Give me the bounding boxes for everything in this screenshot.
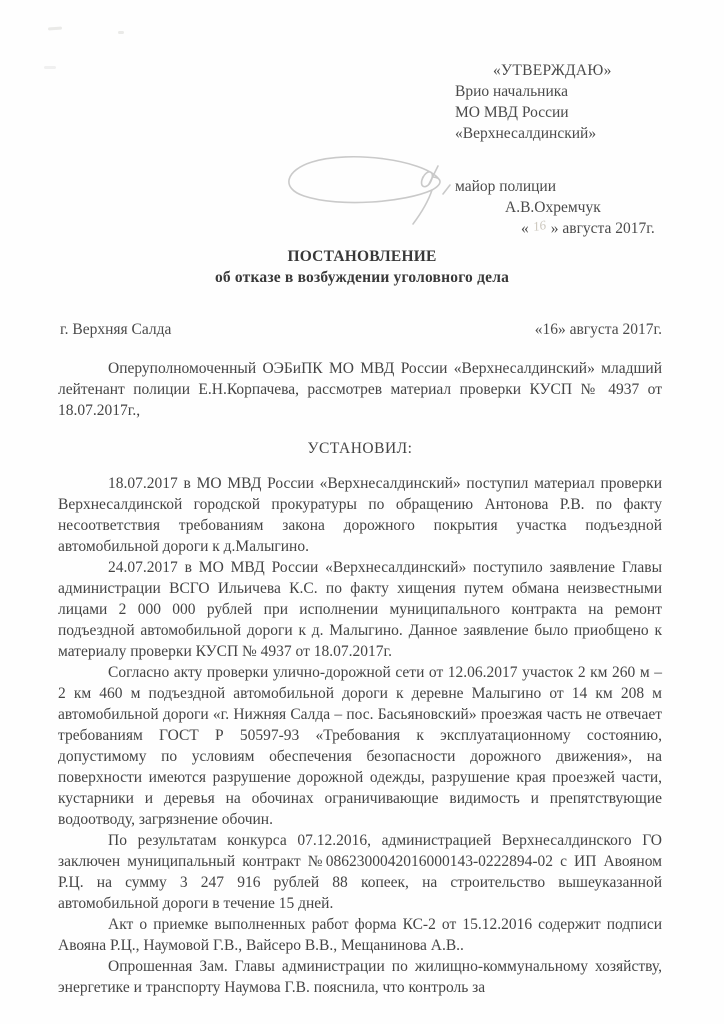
document-body	[58, 358, 662, 998]
approval-signer-name: А.В.Охремчук	[505, 199, 601, 216]
body-paragraph: 18.07.2017 в МО МВД России «Верхнесалдинский» поступил материал проверки Верхнесалдинской городской прокуратуры по обращению Антонова Р.В. по факту несоответствия требованиям закона дорожного покрытия участка подъездной автомобильной дороги к д.Малыгино.	[58, 475, 662, 555]
signature-scribble	[280, 148, 460, 230]
body-paragraph: Согласно акту проверки улично-дорожной сети от 12.06.2017 участок 2 км 260 м – 2 км 460 м подъездной автомобильной дороги к деревне Малыгино от 14 км 208 м автомобильной дороги «г. Нижняя Салда – пос. Басьяновский» проезжая часть не отвечает требованиям ГОСТ Р 50597-93 «Требования к эксплуатационному состоянию, допустимому по условиям обеспечения безопасности дорожного движения», на поверхности имеются разрушение дорожной одежды, разрушение края проезжей части, кустарники и деревья на обочинах ограничивающие видимость и препятствующие водоотводу, загрязнение обочин.	[58, 664, 662, 828]
body-paragraph: Опрошенная Зам. Главы администрации по жилищно-коммунальному хозяйству, энергетике и транспорту Наумова Г.В. пояснила, что контроль за	[58, 958, 662, 996]
approval-org-name-line: «Верхнесалдинский»	[455, 125, 597, 142]
body-paragraph: 24.07.2017 в МО МВД России «Верхнесалдинский» поступило заявление Главы администрации ВСГО Ильичева К.С. по факту хищения путем обмана неизвестными лицами 2 000 000 рублей при исполнении муниципального контракта на ремонт подъездной автомобильной дороги к д. Малыгино. Данное заявление было приобщено к материалу проверки КУСП № 4937 от 18.07.2017г.	[58, 559, 662, 660]
date-open-quote: «	[521, 220, 529, 237]
body-paragraph: По результатам конкурса 07.12.2016, администрацией Верхнесалдинского ГО заключен муниципальный контракт №0862300042016000143-0222894-02 с ИП Авояном Р.Ц. на сумму 3 247 916 рублей 88 копеек, на строительство вышеуказанной автомобильной дороги в течение 15 дней.	[58, 832, 662, 912]
scan-speck	[44, 66, 56, 69]
body-paragraph: Акт о приемке выполненных работ форма КС-2 от 15.12.2016 содержит подписи Авояна Р.Ц., Наумовой Г.В., Вайсеро В.В., Мещанинова А.В..	[58, 916, 662, 954]
meta-row	[60, 321, 662, 339]
document-title: ПОСТАНОВЛЕНИЕ	[287, 248, 437, 265]
approval-block	[455, 60, 695, 239]
approval-heading: «УТВЕРЖДАЮ»	[493, 62, 612, 79]
approval-org-line: МО МВД России	[455, 104, 569, 121]
approval-position-line: Врио начальника	[455, 83, 568, 100]
document-date: «16» августа 2017г.	[534, 321, 662, 338]
document-title-block	[0, 246, 724, 288]
date-close-text: » августа 2017г.	[550, 220, 655, 237]
scan-speck	[118, 31, 124, 34]
document-subtitle: об отказе в возбуждении уголовного дела	[214, 269, 510, 286]
handwritten-day: 16	[531, 217, 547, 235]
approval-date-line	[521, 218, 695, 239]
document-city: г. Верхняя Салда	[60, 321, 172, 338]
intro-paragraph: Оперуполномоченный ОЭБиПК МО МВД России «Верхнесалдинский» младший лейтенант полиции Е.Н.Корпачева, рассмотрев материал проверки КУСП № 4937 от 18.07.2017г.,	[58, 360, 662, 419]
approval-rank: майор полиции	[455, 178, 557, 195]
established-heading: УСТАНОВИЛ:	[307, 440, 413, 457]
scan-speck	[48, 27, 62, 31]
